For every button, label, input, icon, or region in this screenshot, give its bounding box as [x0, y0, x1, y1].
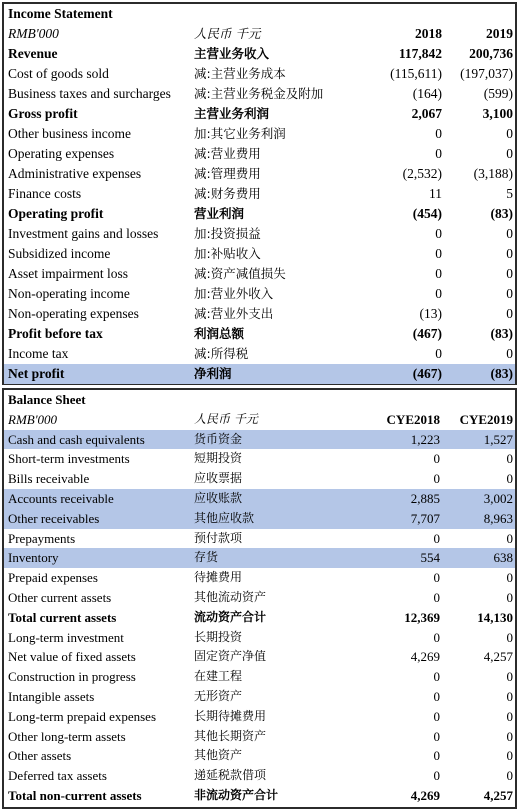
income-value-year2: 0 [506, 266, 514, 281]
balance-row [4, 727, 515, 747]
balance-label-cn: 长期待摊费用 [194, 708, 267, 723]
balance-row [4, 529, 515, 549]
balance-value-year2: 0 [506, 748, 514, 764]
balance-value-year1: 0 [433, 629, 440, 645]
balance-row [4, 548, 515, 568]
income-value-year2: (83) [490, 326, 514, 341]
balance-value-year2: 0 [506, 471, 514, 487]
income-unit-en: RMB'000 [8, 26, 59, 41]
income-row [4, 344, 515, 364]
balance-label-en: Prepayments [8, 530, 76, 546]
balance-label-en: Intangible assets [8, 688, 95, 704]
balance-value-year1: 0 [433, 688, 440, 704]
balance-value-year1: 1,223 [350, 430, 442, 450]
balance-value-year2: 0 [506, 570, 514, 586]
income-label-cn: 减:营业费用 [194, 146, 261, 161]
income-value-year2: 0 [506, 346, 514, 361]
balance-row [4, 509, 515, 529]
income-label-cn: 主营业务收入 [194, 46, 270, 61]
income-value-year1: (115,611) [390, 66, 442, 81]
income-row [4, 304, 515, 324]
income-value-year1: 11 [429, 186, 442, 201]
income-label-cn: 减:主营业务税金及附加 [194, 86, 324, 101]
balance-label-en: Other current assets [8, 589, 112, 605]
balance-row [4, 667, 515, 687]
balance-value-year2: 0 [506, 688, 514, 704]
income-value-year1: 0 [435, 246, 442, 261]
income-value-year1: (13) [419, 306, 442, 321]
income-label-en: Subsidized income [8, 246, 111, 261]
balance-label-en: Prepaid expenses [8, 570, 98, 586]
balance-value-year1: 0 [433, 451, 440, 467]
balance-sheet-title: Balance Sheet [8, 392, 86, 407]
income-statement-title: Income Statement [8, 6, 113, 21]
balance-unit-cn: 人民币 千元 [194, 411, 258, 426]
income-row [4, 144, 515, 164]
income-value-year1: (467) [412, 326, 442, 341]
balance-value-year1: 0 [433, 589, 440, 605]
balance-label-cn: 应收账款 [190, 489, 350, 509]
income-label-cn: 加:其它业务利润 [194, 126, 286, 141]
income-label-en: Non-operating income [8, 286, 130, 301]
income-title-row [4, 4, 515, 24]
balance-value-year1: 0 [433, 768, 440, 784]
balance-label-cn: 货币资金 [190, 430, 350, 450]
balance-row [4, 687, 515, 707]
balance-label-cn: 长期投资 [194, 629, 243, 644]
balance-row [4, 786, 515, 806]
income-label-cn: 加:投资损益 [194, 226, 261, 241]
balance-value-year2: 8,963 [442, 509, 515, 529]
income-value-year1: 0 [435, 146, 442, 161]
income-value-year2: 0 [506, 306, 514, 321]
balance-label-cn: 在建工程 [194, 669, 243, 684]
balance-value-year1: 4,269 [410, 649, 440, 665]
income-row [4, 324, 515, 344]
income-year2-header: 2019 [486, 26, 514, 41]
balance-header-row [4, 410, 515, 430]
income-statement-table [4, 4, 515, 384]
balance-sheet-table [4, 390, 515, 806]
income-label-en: Investment gains and losses [8, 226, 159, 241]
balance-label-en: Construction in progress [8, 669, 136, 685]
income-value-year2: 200,736 [469, 46, 514, 61]
income-unit-cn: 人民币 千元 [194, 26, 261, 41]
income-label-cn: 减:营业外支出 [194, 306, 274, 321]
balance-value-year2: 4,257 [483, 787, 514, 803]
balance-label-en: Net value of fixed assets [8, 649, 136, 665]
balance-label-cn: 预付款项 [194, 530, 243, 545]
balance-value-year1: 0 [433, 708, 440, 724]
income-row [4, 104, 515, 124]
balance-value-year1: 0 [433, 748, 440, 764]
income-label-en: Other business income [8, 126, 131, 141]
income-label-en: Revenue [8, 46, 58, 61]
balance-label-cn: 其他长期资产 [194, 728, 267, 743]
income-label-en: Operating profit [8, 206, 104, 221]
income-label-cn: 主营业务利润 [194, 106, 270, 121]
balance-row [4, 588, 515, 608]
income-value-year1: (467) [352, 364, 444, 384]
balance-value-year1: 0 [433, 728, 440, 744]
balance-label-en: Bills receivable [8, 471, 90, 487]
income-value-year2: 3,100 [482, 106, 514, 121]
balance-value-year2: 1,527 [442, 430, 515, 450]
balance-label-en: Short-term investments [8, 451, 130, 467]
balance-label-en: Cash and cash equivalents [4, 430, 190, 450]
income-value-year1: (164) [412, 86, 442, 101]
income-value-year2: 0 [506, 226, 514, 241]
balance-label-cn: 递延税款借项 [194, 768, 267, 783]
balance-value-year2: 638 [442, 548, 515, 568]
income-label-en: Finance costs [8, 186, 82, 201]
income-value-year1: 2,067 [411, 106, 442, 121]
income-value-year1: (454) [412, 206, 442, 221]
income-row [4, 84, 515, 104]
income-row [4, 244, 515, 264]
balance-unit-en: RMB'000 [8, 411, 57, 427]
balance-row [4, 430, 515, 450]
balance-label-cn: 无形资产 [194, 688, 243, 703]
balance-row [4, 449, 515, 469]
balance-label-cn: 待摊费用 [194, 570, 243, 585]
balance-value-year1: 0 [433, 669, 440, 685]
balance-row [4, 766, 515, 786]
balance-value-year1: 12,369 [404, 609, 440, 625]
income-row [4, 204, 515, 224]
balance-year1-header: CYE2018 [386, 411, 440, 427]
income-label-cn: 营业利润 [194, 206, 245, 221]
balance-value-year2: 0 [506, 629, 514, 645]
balance-label-en: Inventory [4, 548, 190, 568]
balance-label-cn: 流动资产合计 [194, 609, 267, 624]
income-statement-panel [2, 2, 517, 385]
income-label-cn: 净利润 [190, 364, 352, 384]
balance-label-en: Accounts receivable [4, 489, 190, 509]
balance-row [4, 568, 515, 588]
income-row [4, 364, 515, 384]
balance-value-year1: 2,885 [350, 489, 442, 509]
income-label-cn: 减:财务费用 [194, 186, 261, 201]
income-label-en: Business taxes and surcharges [8, 86, 171, 101]
income-label-en: Administrative expenses [8, 166, 142, 181]
balance-title-row [4, 390, 515, 410]
income-value-year2: 0 [506, 286, 514, 301]
income-label-en: Operating expenses [8, 146, 115, 161]
income-label-cn: 加:补贴收入 [194, 246, 261, 261]
income-value-year2: 0 [506, 246, 514, 261]
balance-label-en: Long-term investment [8, 629, 124, 645]
income-label-cn: 减:资产减值损失 [194, 266, 286, 281]
balance-label-en: Long-term prepaid expenses [8, 708, 157, 724]
balance-year2-header: CYE2019 [459, 411, 514, 427]
balance-row [4, 746, 515, 766]
income-value-year1: 0 [435, 266, 442, 281]
balance-value-year1: 554 [350, 548, 442, 568]
balance-value-year2: 3,002 [442, 489, 515, 509]
income-row [4, 284, 515, 304]
income-label-cn: 减:管理费用 [194, 166, 261, 181]
balance-label-cn: 应收票据 [194, 471, 243, 486]
balance-label-cn: 存货 [190, 548, 350, 568]
balance-label-en: Total non-current assets [8, 787, 142, 803]
balance-value-year2: 0 [506, 728, 514, 744]
income-value-year2: (83) [490, 206, 514, 221]
balance-row [4, 647, 515, 667]
balance-label-cn: 其他流动资产 [194, 589, 267, 604]
balance-value-year1: 0 [433, 471, 440, 487]
income-label-en: Gross profit [8, 106, 78, 121]
balance-value-year2: 0 [506, 530, 514, 546]
income-row [4, 264, 515, 284]
balance-value-year2: 14,130 [477, 609, 514, 625]
balance-value-year2: 0 [506, 708, 514, 724]
income-label-en: Cost of goods sold [8, 66, 109, 81]
balance-label-cn: 短期投资 [194, 451, 243, 466]
balance-label-cn: 非流动资产合计 [194, 787, 279, 802]
balance-value-year1: 4,269 [410, 787, 440, 803]
balance-row [4, 628, 515, 648]
income-value-year2: 5 [506, 186, 514, 201]
income-label-en: Net profit [4, 364, 190, 384]
income-row [4, 124, 515, 144]
income-label-cn: 减:所得税 [194, 346, 249, 361]
income-value-year2: (3,188) [473, 166, 514, 181]
income-row [4, 224, 515, 244]
income-value-year2: (83) [444, 364, 515, 384]
balance-value-year2: 4,257 [483, 649, 514, 665]
balance-row [4, 489, 515, 509]
balance-value-year1: 0 [433, 570, 440, 586]
income-label-en: Profit before tax [8, 326, 103, 341]
income-year1-header: 2018 [415, 26, 442, 41]
balance-value-year2: 0 [506, 768, 514, 784]
income-row [4, 164, 515, 184]
income-label-en: Non-operating expenses [8, 306, 139, 321]
balance-label-cn: 其他应收款 [190, 509, 350, 529]
income-row [4, 64, 515, 84]
income-value-year2: (197,037) [460, 66, 514, 81]
income-label-en: Asset impairment loss [8, 266, 128, 281]
income-label-cn: 利润总额 [194, 326, 245, 341]
balance-value-year2: 0 [506, 451, 514, 467]
balance-label-en: Other long-term assets [8, 728, 126, 744]
income-value-year1: 0 [435, 226, 442, 241]
balance-label-cn: 其他资产 [194, 748, 243, 763]
income-header-row [4, 24, 515, 44]
balance-row [4, 469, 515, 489]
balance-label-cn: 固定资产净值 [194, 649, 267, 664]
balance-sheet-panel [2, 388, 517, 809]
income-value-year2: 0 [506, 146, 514, 161]
balance-value-year1: 0 [433, 530, 440, 546]
income-label-en: Income tax [8, 346, 69, 361]
income-label-cn: 加:营业外收入 [194, 286, 274, 301]
income-value-year1: (2,532) [402, 166, 442, 181]
income-value-year2: 0 [506, 126, 514, 141]
balance-label-en: Total current assets [8, 609, 117, 625]
income-row [4, 44, 515, 64]
balance-row [4, 608, 515, 628]
income-value-year1: 0 [435, 126, 442, 141]
balance-label-en: Deferred tax assets [8, 768, 107, 784]
income-value-year2: (599) [483, 86, 514, 101]
balance-value-year2: 0 [506, 589, 514, 605]
income-value-year1: 0 [435, 286, 442, 301]
balance-value-year1: 7,707 [350, 509, 442, 529]
income-value-year1: 117,842 [398, 46, 442, 61]
balance-label-en: Other receivables [4, 509, 190, 529]
income-row [4, 184, 515, 204]
balance-label-en: Other assets [8, 748, 72, 764]
balance-row [4, 707, 515, 727]
income-label-cn: 减:主营业务成本 [194, 66, 286, 81]
income-value-year1: 0 [435, 346, 442, 361]
balance-value-year2: 0 [506, 669, 514, 685]
